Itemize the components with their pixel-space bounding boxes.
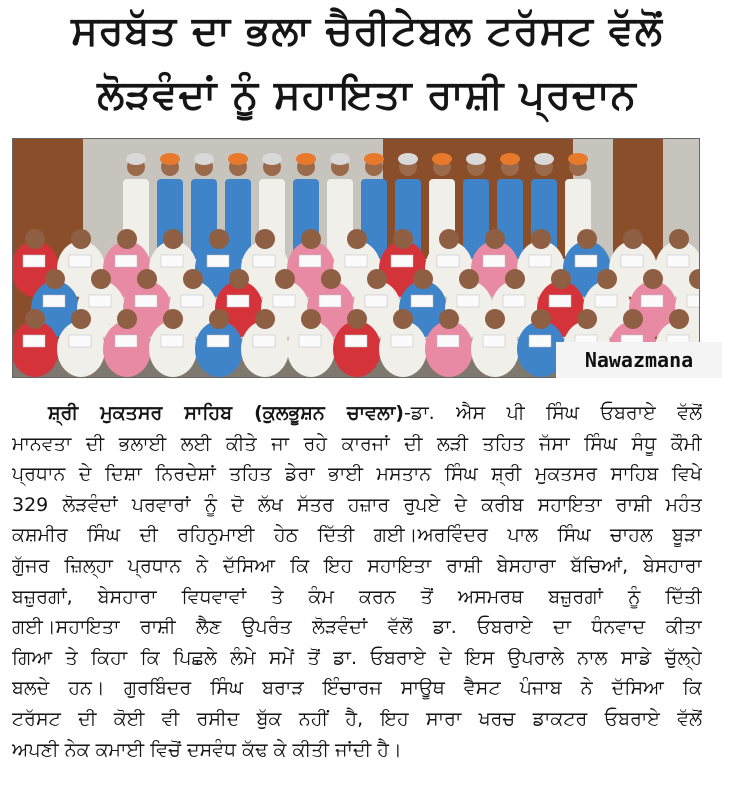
held-receipt <box>69 335 91 347</box>
seated-person-head <box>209 229 229 249</box>
seated-person-head <box>163 229 183 249</box>
held-receipt <box>161 335 183 347</box>
standing-person-turban <box>500 153 520 165</box>
seated-person-head <box>91 269 111 289</box>
article-line-8: ਗਈ।ਸਹਾਇਤਾ ਰਾਸ਼ੀ ਲੈਣ ਉਪਰੰਤ ਲੋੜਵੰਦਾਂ ਵੱਲੋਂ ਡਾ. ਓਬਰਾਏ ਦਾ ਧੰਨਵਾਦ ਕੀਤਾ <box>12 616 702 639</box>
seated-person-head <box>71 229 91 249</box>
article-dateline: ਸ਼੍ਰੀ ਮੁਕਤਸਰ ਸਾਹਿਬ (ਕੁਲਭੂਸ਼ਨ ਚਾਵਲਾ) <box>48 402 404 424</box>
held-receipt <box>365 295 387 307</box>
held-receipt <box>115 255 137 267</box>
seated-person-head <box>669 229 689 249</box>
article-line-7: ਬਜ਼ੁਰਗਾਂ, ਬੇਸਹਾਰਾ ਵਿਧਵਾਵਾਂ ਤੇ ਕੰਮ ਕਰਨ ਤੋਂ ਅਸਮਰਥ ਬਜ਼ੁਰਗਾਂ ਨੂੰ ਦਿੱਤੀ <box>12 585 702 608</box>
held-receipt <box>319 295 341 307</box>
held-receipt <box>253 255 275 267</box>
held-receipt <box>115 335 137 347</box>
standing-person-turban <box>194 153 214 165</box>
seated-person-head <box>485 229 505 249</box>
seated-person-head <box>301 309 321 329</box>
seated-person-body <box>379 321 427 377</box>
article-line-11: ਟਰੱਸਟ ਦੀ ਕੋਈ ਵੀ ਰਸੀਦ ਬੁੱਕ ਨਹੀਂ ਹੈ, ਇਹ ਸਾਰਾ ਖਰਚ ਡਾਕਟਰ ਓਬਰਾਏ ਵੱਲੋਂ <box>12 707 702 730</box>
seated-person-head <box>163 309 183 329</box>
seated-person-head <box>255 229 275 249</box>
seated-person-head <box>551 269 571 289</box>
held-receipt <box>595 295 617 307</box>
seated-person-head <box>623 229 643 249</box>
seated-person-head <box>183 269 203 289</box>
seated-person-head <box>45 269 65 289</box>
standing-person-turban <box>330 153 350 165</box>
standing-person-turban <box>534 153 554 165</box>
held-receipt <box>529 335 551 347</box>
held-receipt <box>483 335 505 347</box>
standing-person-turban <box>466 153 486 165</box>
seated-person-head <box>597 269 617 289</box>
standing-person-turban <box>126 153 146 165</box>
standing-person-turban <box>364 153 384 165</box>
seated-person-head <box>25 229 45 249</box>
held-receipt <box>503 295 525 307</box>
seated-person-head <box>531 309 551 329</box>
standing-person-turban <box>296 153 316 165</box>
seated-person-head <box>393 229 413 249</box>
held-receipt <box>227 295 249 307</box>
seated-person-head <box>393 309 413 329</box>
article-body <box>12 398 702 765</box>
seated-person-head <box>643 269 663 289</box>
held-receipt <box>89 295 111 307</box>
seated-person-head <box>117 309 137 329</box>
standing-person-turban <box>160 153 180 165</box>
seated-person-head <box>229 269 249 289</box>
seated-person-head <box>669 309 689 329</box>
seated-person-head <box>459 269 479 289</box>
headline-line-2: ਲੋੜਵੰਦਾਂ ਨੂੰ ਸਹਾਇਤਾ ਰਾਸ਼ੀ ਪ੍ਰਦਾਨ <box>97 72 637 118</box>
seated-person-head <box>117 229 137 249</box>
seated-person-head <box>25 309 45 329</box>
headline-line-1: ਸਰਬੱਤ ਦਾ ਭਲਾ ਚੈਰੀਟੇਬਲ ਟਰੱਸਟ ਵੱਲੋਂ <box>71 8 663 54</box>
standing-person-turban <box>228 153 248 165</box>
article-line-4: 329 ਲੋੜਵੰਦਾਂ ਪਰਵਾਰਾਂ ਨੂੰ ਦੋ ਲੱਖ ਸੱਤਰ ਹਜ਼ਾਰ ਰੁਪਏ ਦੇ ਕਰੀਬ ਸਹਾਇਤਾ ਰਾਸ਼ੀ ਮਹੰਤ <box>12 493 702 516</box>
seated-person-head <box>413 269 433 289</box>
held-receipt <box>457 295 479 307</box>
seated-person-head <box>505 269 525 289</box>
held-receipt <box>483 255 505 267</box>
seated-person-body <box>13 321 59 377</box>
held-receipt <box>411 295 433 307</box>
seated-person-body <box>195 321 243 377</box>
seated-person-body <box>241 321 289 377</box>
seated-person-head <box>209 309 229 329</box>
seated-person-head <box>347 229 367 249</box>
held-receipt <box>161 255 183 267</box>
standing-person-turban <box>432 153 452 165</box>
article-line-9: ਗਿਆ ਤੇ ਕਿਹਾ ਕਿ ਪਿਛਲੇ ਲੰਮੇ ਸਮੇਂ ਤੋਂ ਡਾ. ਓਬਰਾਏ ਦੇ ਇਸ ਉਪਰਾਲੇ ਨਾਲ ਸਾਡੇ ਚੁੱਲ੍ਹੇ <box>12 646 702 669</box>
photo-credit: Nawazmana <box>556 342 722 378</box>
seated-person-head <box>71 309 91 329</box>
held-receipt <box>135 295 157 307</box>
seated-person-head <box>301 229 321 249</box>
held-receipt <box>23 255 45 267</box>
held-receipt <box>641 295 663 307</box>
held-receipt <box>549 295 571 307</box>
held-receipt <box>69 255 91 267</box>
standing-person-turban <box>262 153 282 165</box>
held-receipt <box>345 335 367 347</box>
held-receipt <box>575 255 597 267</box>
held-receipt <box>437 335 459 347</box>
seated-person-head <box>439 229 459 249</box>
seated-person-body <box>333 321 381 377</box>
held-receipt <box>529 255 551 267</box>
held-receipt <box>23 335 45 347</box>
held-receipt <box>299 335 321 347</box>
article-lead: -ਡਾ. ਐਸ ਪੀ ਸਿੰਘ ਓਬਰਾਏ ਵੱਲੋਂ <box>403 402 702 424</box>
held-receipt <box>391 335 413 347</box>
article-line-10: ਬਲਦੇ ਹਨ। ਗੁਰਬਿੰਦਰ ਸਿੰਘ ਬਰਾੜ ਇੰਚਾਰਜ ਸਾਊਥ ਵੈਸਟ ਪੰਜਾਬ ਨੇ ਦੱਸਿਆ ਕਿ <box>12 677 702 700</box>
seated-person-head <box>623 309 643 329</box>
article-line-1 <box>12 398 702 429</box>
held-receipt <box>667 255 689 267</box>
seated-person-head <box>577 309 597 329</box>
article-line-3: ਪ੍ਰਧਾਨ ਦੇ ਦਿਸ਼ਾ ਨਿਰਦੇਸ਼ਾਂ ਤਹਿਤ ਡੇਰਾ ਭਾਈ ਮਸਤਾਨ ਸਿੰਘ ਸ਼੍ਰੀ ਮੁਕਤਸਰ ਸਾਹਿਬ ਵਿਖੇ <box>12 463 702 486</box>
seated-person-body <box>425 321 473 377</box>
held-receipt <box>181 295 203 307</box>
seated-person-body <box>149 321 197 377</box>
seated-person-head <box>347 309 367 329</box>
article-line-2: ਮਾਨਵਤਾ ਦੀ ਭਲਾਈ ਲਈ ਕੀਤੇ ਜਾ ਰਹੇ ਕਾਰਜਾਂ ਦੀ ਲੜੀ ਤਹਿਤ ਜੱਸਾ ਸਿੰਘ ਸੰਧੂ ਕੌਮੀ <box>12 432 702 455</box>
held-receipt <box>43 295 65 307</box>
seated-person-body <box>103 321 151 377</box>
held-receipt <box>621 255 643 267</box>
article-line-5: ਕਸ਼ਮੀਰ ਸਿੰਘ ਦੀ ਰਹਿਨੁਮਾਈ ਹੇਠ ਦਿੱਤੀ ਗਈ।ਅਰਵਿੰਦਰ ਪਾਲ ਸਿੰਘ ਚਾਹਲ ਬੂੜਾ <box>12 524 702 547</box>
seated-person-body <box>287 321 335 377</box>
article-line-12: ਅਪਣੀ ਨੇਕ ਕਮਾਈ ਵਿਚੋਂ ਦਸਵੰਧ ਕੱਢ ਕੇ ਕੀਤੀ ਜਾਂਦੀ ਹੈ। <box>12 738 402 761</box>
seated-person-head <box>321 269 341 289</box>
standing-person-turban <box>568 153 588 165</box>
seated-person-head <box>439 309 459 329</box>
held-receipt <box>345 255 367 267</box>
standing-person-turban <box>398 153 418 165</box>
seated-person-head <box>255 309 275 329</box>
held-receipt <box>299 255 321 267</box>
held-receipt <box>207 335 229 347</box>
seated-person-body <box>57 321 105 377</box>
held-receipt <box>207 255 229 267</box>
seated-person-head <box>577 229 597 249</box>
held-receipt <box>391 255 413 267</box>
held-receipt <box>273 295 295 307</box>
seated-person-body <box>471 321 519 377</box>
seated-person-head <box>485 309 505 329</box>
held-receipt <box>253 335 275 347</box>
article-line-6: ਗੁੱਜਰ ਜ਼ਿਲ੍ਹਾ ਪ੍ਰਧਾਨ ਨੇ ਦੱਸਿਆ ਕਿ ਇਹ ਸਹਾਇਤਾ ਰਾਸ਼ੀ ਬੇਸਹਾਰਾ ਬੱਚਿਆਂ, ਬੇਸਹਾਰਾ <box>12 554 702 577</box>
held-receipt <box>687 295 700 307</box>
seated-person-head <box>137 269 157 289</box>
seated-person-head <box>275 269 295 289</box>
seated-person-head <box>367 269 387 289</box>
seated-person-head <box>531 229 551 249</box>
held-receipt <box>437 255 459 267</box>
